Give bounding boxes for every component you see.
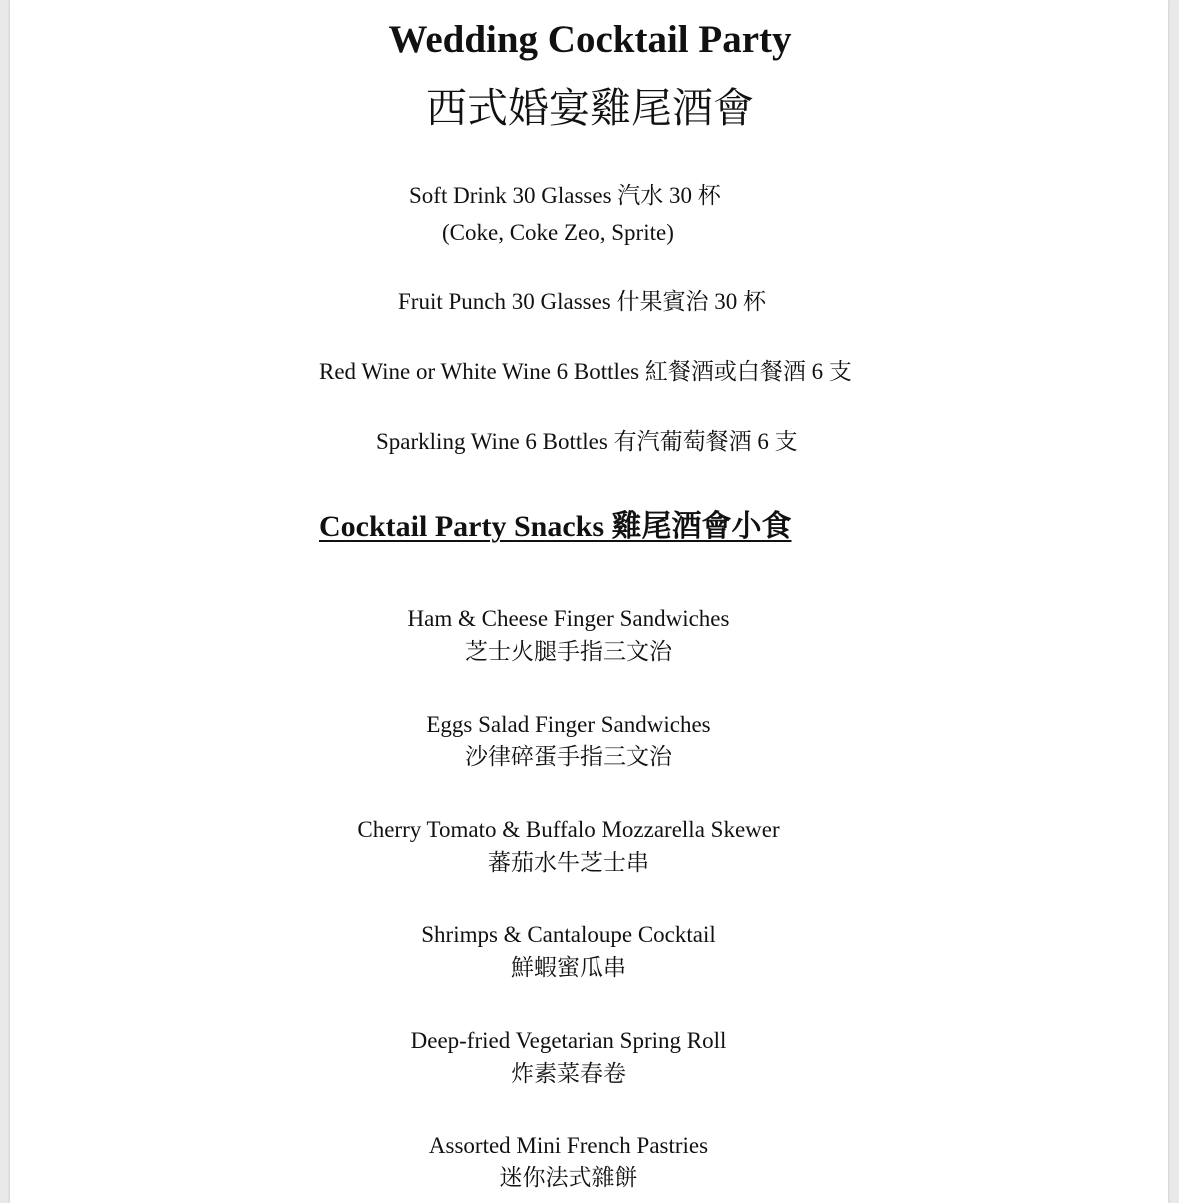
- snack-name-english: Deep-fried Vegetarian Spring Roll: [410, 1028, 727, 1053]
- snack-name-chinese: 炸素菜春卷: [511, 1061, 626, 1087]
- snack-name-chinese: 芝士火腿手指三文治: [465, 639, 672, 665]
- drink-wine: Red Wine or White Wine 6 Bottles 紅餐酒或白餐酒 6 支: [319, 359, 852, 384]
- snack-name-english: Shrimps & Cantaloupe Cocktail: [421, 922, 716, 947]
- title-english: Wedding Cocktail Party: [388, 18, 792, 61]
- drink-sparkling-wine: Sparkling Wine 6 Bottles 有汽葡萄餐酒 6 支: [376, 429, 798, 454]
- drink-soft-drink: Soft Drink 30 Glasses 汽水 30 杯: [409, 183, 721, 208]
- snack-name-english: Ham & Cheese Finger Sandwiches: [407, 606, 730, 631]
- snacks-heading: Cocktail Party Snacks 雞尾酒會小食: [319, 510, 792, 543]
- title-chinese: 西式婚宴雞尾酒會: [426, 84, 754, 132]
- snack-name-chinese: 沙律碎蛋手指三文治: [465, 744, 672, 770]
- snack-name-chinese: 鮮蝦蜜瓜串: [511, 955, 626, 981]
- snack-name-english: Assorted Mini French Pastries: [428, 1133, 709, 1158]
- snack-name-english: Cherry Tomato & Buffalo Mozzarella Skewer: [357, 817, 780, 842]
- snack-name-chinese: 蕃茄水牛芝士串: [488, 850, 649, 876]
- document-page: [10, 0, 1168, 1203]
- snack-name-english: Eggs Salad Finger Sandwiches: [426, 712, 711, 737]
- snack-name-chinese: 迷你法式雜餅: [499, 1165, 638, 1191]
- drink-soft-drink-note: (Coke, Coke Zeo, Sprite): [442, 220, 674, 245]
- drink-fruit-punch: Fruit Punch 30 Glasses 什果賓治 30 杯: [398, 289, 766, 314]
